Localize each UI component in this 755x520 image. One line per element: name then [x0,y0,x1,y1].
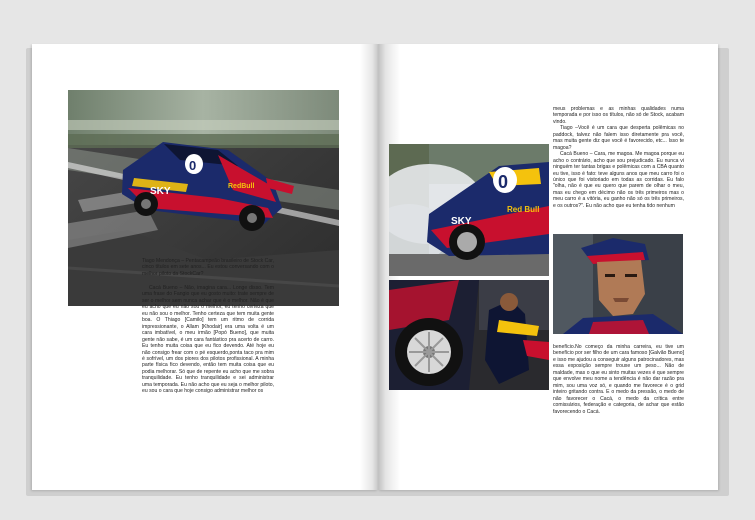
svg-text:RedBull: RedBull [228,183,255,190]
right-page [378,44,718,490]
left-page [32,44,378,490]
paragraph: Cacá Bueno – Cara, me magoa. Me magoa porque eu acho o contrário, acho que sou prejudicado. Eu nunca vi ninguém ter tantas brigas e polêmicas com a CBA quanto eu tive, isso é fato: teve alguns anos que meu carro foi o único que foi vistoriado em todas as corridas. Eu falo "olha, não é que eu quero que parem de olhar o meu, mas eu chego em décimo não os três primeiros mas o meu carro é a vitória, eu ganho não só os três primeiros, e os outros?". Eu não acho que eu tenha tido nenhum [553,151,684,209]
paragraph: Tiago –Você é um cara que desperta polêmicas no paddock, talvez não falem isso diretamente pra você, mas muita gente diz que você é favorecido, etc... Isso te magoa? [553,125,684,151]
left-page-body [142,285,274,395]
svg-text:SKY: SKY [150,186,171,197]
svg-text:Red Bull: Red Bull [507,205,540,214]
driver-portrait-photo [553,234,683,334]
burnout-photo [389,144,549,276]
pitstop-photo [389,280,549,390]
paragraph: meus problemas e as minhas qualidades numa temporada e por isso os títulos, não só de Stock, acabam vindo. [553,106,684,125]
interview-caption: Tiago Mendonça – Pentacampeão brasileiro de Stock Car, cinco títulos em sete anos... Eu estou conversando com o melhor piloto da StockCar? [142,258,274,277]
gutter-shadow-left [360,44,378,490]
right-page-top-text [553,106,684,209]
svg-text:0: 0 [498,172,509,192]
svg-text:0: 0 [189,158,197,173]
paragraph: Cacá Bueno – Não, imagina cara... Longe disso. Tem uma frase do Fangio que eu gosto muito: trate sempre de ser o melhor sem nunca achar que é o melhor. Não é que eu acho que eu não sou o melhor, eu tenho certeza que eu não sou o melhor. Tenho certeza que tem muita gente boa. O Thiago [Camilo] tem um ritmo de corrida impressionante, o Allam [Khodair] era uma volta é um cara imbatível, o meu irmão [Popó Bueno], que muita gente não sabe, é um cara fantástico pra acerto de carro. Eu tenho muita coisa que eu fico devendo. Até hoje eu não consigo frear com o pé esquerdo,ponta taco pra mim é sofrível, um dos piores dos pilotos profissional. A minha parte física fico devendo, então tem muita coisa que eu podia melhorar. Só que de repente eu acho que me sobra tranquilidade. Eu tenho tranquilidade e sei administrar uma temporada. Eu não acho que eu seja o melhor piloto, eu sou o cara que hoje consigo administrar melhor os [142,285,274,395]
svg-text:SKY: SKY [451,216,472,227]
right-page-bottom-text: benefício.No começo da minha carreira, eu tive um benefício por ser filho de um cara famoso [Galvão Bueno] e isso me ajudou a conseguir alguns patrocinadores, mas essa exposição sempre trouxe um peso... Não de maldade, mas o que eu sinto muitas vezes é que sempre que envolve meu nome a tendência é não dar razão pra mim, sou uma voz só, e quando me favorece é o grid inteiro gritando contra. E o medo da pressão, o medo de não favorecer o Cacá, o medo da crítica entre comissários, federação e categoria, de achar que estão favorecendo o Cacá. [553,344,684,415]
